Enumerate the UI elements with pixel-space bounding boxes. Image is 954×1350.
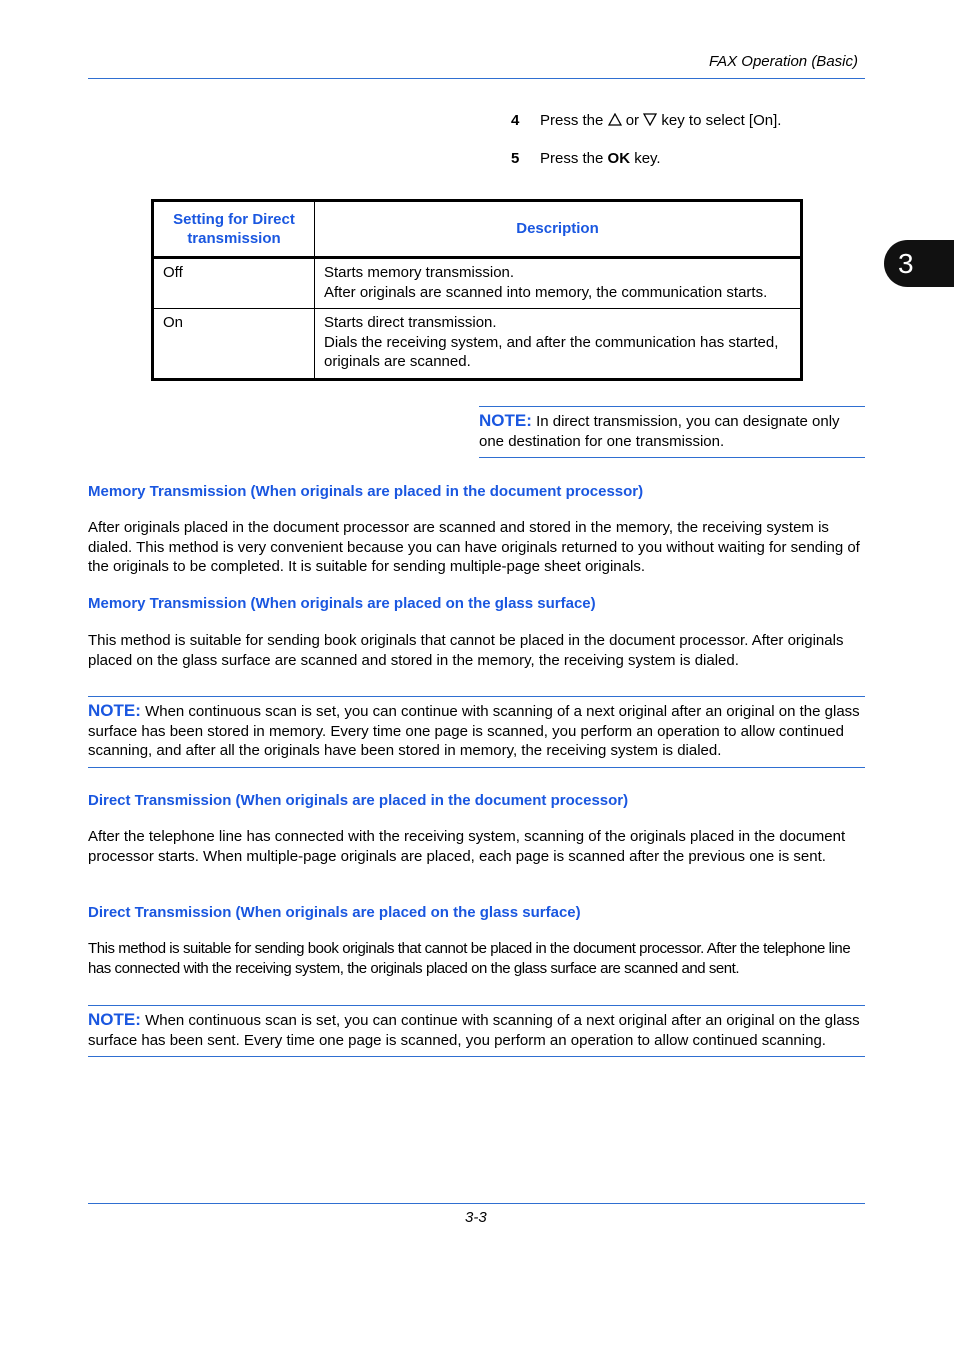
section-body: This method is suitable for sending book originals that cannot be placed in the document processor. After the telephone line has connected with the receiving system, the originals placed on the glass surface are scanned and sent. [88,940,851,977]
step-number: 4 [511,112,520,129]
section-heading: Memory Transmission (When originals are placed on the glass surface) [88,595,596,612]
section-body: After the telephone line has connected with the receiving system, scanning of the originals placed in the document processor starts. When multiple-page originals are placed, each page is scanned after the previous one is sent. [88,828,846,865]
section-body: This method is suitable for sending book originals that cannot be placed in the document processor. After originals placed on the glass surface are scanned and stored in the memory, the receiving system is dialed. [88,632,844,669]
running-header: FAX Operation (Basic) [709,53,858,70]
setting-cell: On [153,309,315,380]
step-text: or [621,112,644,129]
page-number: 3-3 [465,1209,487,1226]
note-continuous-scan-direct [88,1005,865,1057]
step-text: Press the [540,112,608,129]
footer-rule [88,1203,865,1204]
description-cell [315,309,802,380]
section-heading: Direct Transmission (When originals are placed in the document processor) [88,792,629,809]
up-arrow-key-icon [608,113,622,126]
note-text: In direct transmission, you can designate only one destination for one transmission. [479,413,840,450]
description-cell [315,258,802,309]
note-text: When continuous scan is set, you can continue with scanning of a next original after an original on the glass surface has been stored in memory. Every time one page is scanned, you perform an operation to allow continued scanning, and after all the originals have been stored in memory, the receiving system is dialed. [88,703,860,759]
section-heading: Memory Transmission (When originals are placed in the document processor) [88,483,644,500]
direct-transmission-table [151,199,803,381]
step-text: Press the [540,150,608,167]
description-line: Starts memory transmission. [324,264,515,281]
ok-key-label: OK [607,150,631,167]
chapter-tab: 3 [884,240,954,287]
step-number: 5 [511,150,520,167]
step-text: key. [630,150,661,167]
note-label: NOTE: [479,411,532,430]
section-heading: Direct Transmission (When originals are placed on the glass surface) [88,904,581,921]
note-label: NOTE: [88,701,141,720]
note-continuous-scan-memory [88,696,865,768]
table-row [153,258,802,309]
description-line: Starts direct transmission. [324,314,497,331]
setting-cell: Off [153,258,315,309]
step-5 [511,150,661,167]
header-rule [88,78,865,79]
table-row [153,309,802,380]
note-label: NOTE: [88,1010,141,1029]
description-line: After originals are scanned into memory, the communication starts. [324,283,768,301]
note-direct-transmission [479,406,865,458]
step-text: key to select [On]. [657,112,782,129]
step-4 [511,112,781,129]
down-arrow-key-icon [643,113,657,126]
column-header-description: Description [315,201,802,258]
section-body: After originals placed in the document processor are scanned and stored in the memory, the receiving system is dialed. This method is very convenient because you can have originals returned to you without waiting for sending of the originals to be completed. It is suitable for sending multiple-page sheet originals. [88,519,860,575]
description-line: Dials the receiving system, and after the communication has started, originals are scanned. [324,333,779,370]
column-header-setting: Setting for Direct transmission [153,201,315,258]
note-text: When continuous scan is set, you can continue with scanning of a next original after an original on the glass surface has been sent. Every time one page is scanned, you perform an operation to allow continued scanning. [88,1012,860,1049]
